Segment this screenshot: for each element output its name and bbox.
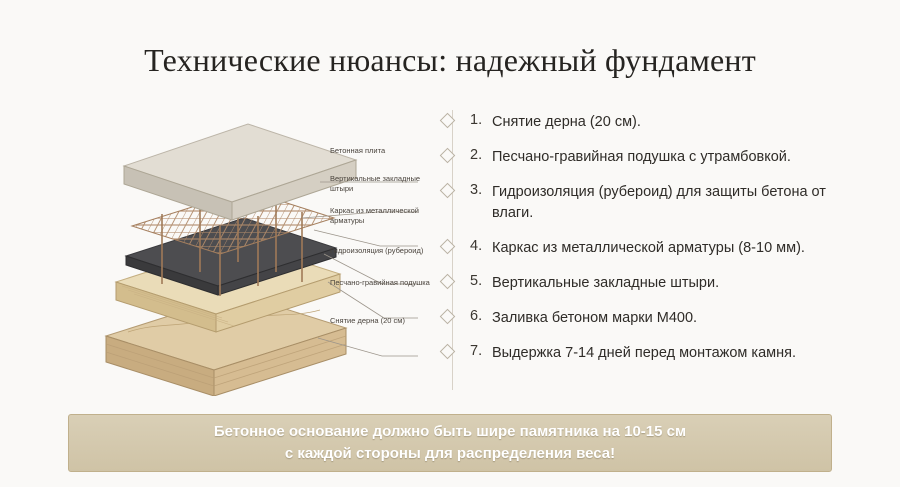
step-text: Заливка бетоном марки М400. (492, 310, 698, 326)
callout-concrete-slab: Бетонная плита (330, 146, 386, 155)
step-text: Вертикальные закладные штыри. (492, 275, 720, 291)
callout-sand-gravel: Песчано-гравийная подушка (330, 278, 430, 287)
step-number: 5. (470, 273, 483, 289)
step-number: 7. (470, 343, 483, 359)
step-text: Каркас из металлической арматуры (8-10 мм). (492, 240, 805, 256)
list-item (470, 182, 870, 224)
steps-list (470, 112, 870, 378)
list-item (470, 238, 870, 259)
step-text: Выдержка 7-14 дней перед монтажом камня. (492, 345, 796, 361)
highlight-banner (68, 414, 832, 472)
callout-vertical-pins: Вертикальные закладные штыри (330, 174, 421, 193)
page-title: Технические нюансы: надежный фундамент (144, 42, 756, 78)
step-number: 3. (470, 182, 483, 198)
diagram-callouts (330, 130, 442, 380)
list-item (470, 308, 870, 329)
callout-rebar-cage: Каркас из металлической арматуры (330, 206, 419, 225)
step-text: Снятие дерна (20 см). (492, 114, 641, 130)
step-number: 2. (470, 147, 483, 163)
step-text: Гидроизоляция (рубероид) для защиты бетона от влаги. (492, 184, 826, 221)
callout-turf-removal: Снятие дерна (20 см) (330, 316, 405, 325)
callout-waterproofing: Гидроизоляция (рубероид) (330, 246, 424, 255)
layer-concrete-slab (124, 124, 356, 220)
step-number: 4. (470, 238, 483, 254)
step-text: Песчано-гравийная подушка с утрамбовкой. (492, 149, 791, 165)
step-number: 1. (470, 112, 483, 128)
list-item (470, 112, 870, 133)
list-item (470, 343, 870, 364)
banner-line-1: Бетонное основание должно быть шире памятника на 10-15 см (213, 423, 687, 440)
list-item (470, 147, 870, 168)
step-number: 6. (470, 308, 483, 324)
banner-line-2: с каждой стороны для распределения веса! (284, 445, 616, 462)
list-item (470, 273, 870, 294)
